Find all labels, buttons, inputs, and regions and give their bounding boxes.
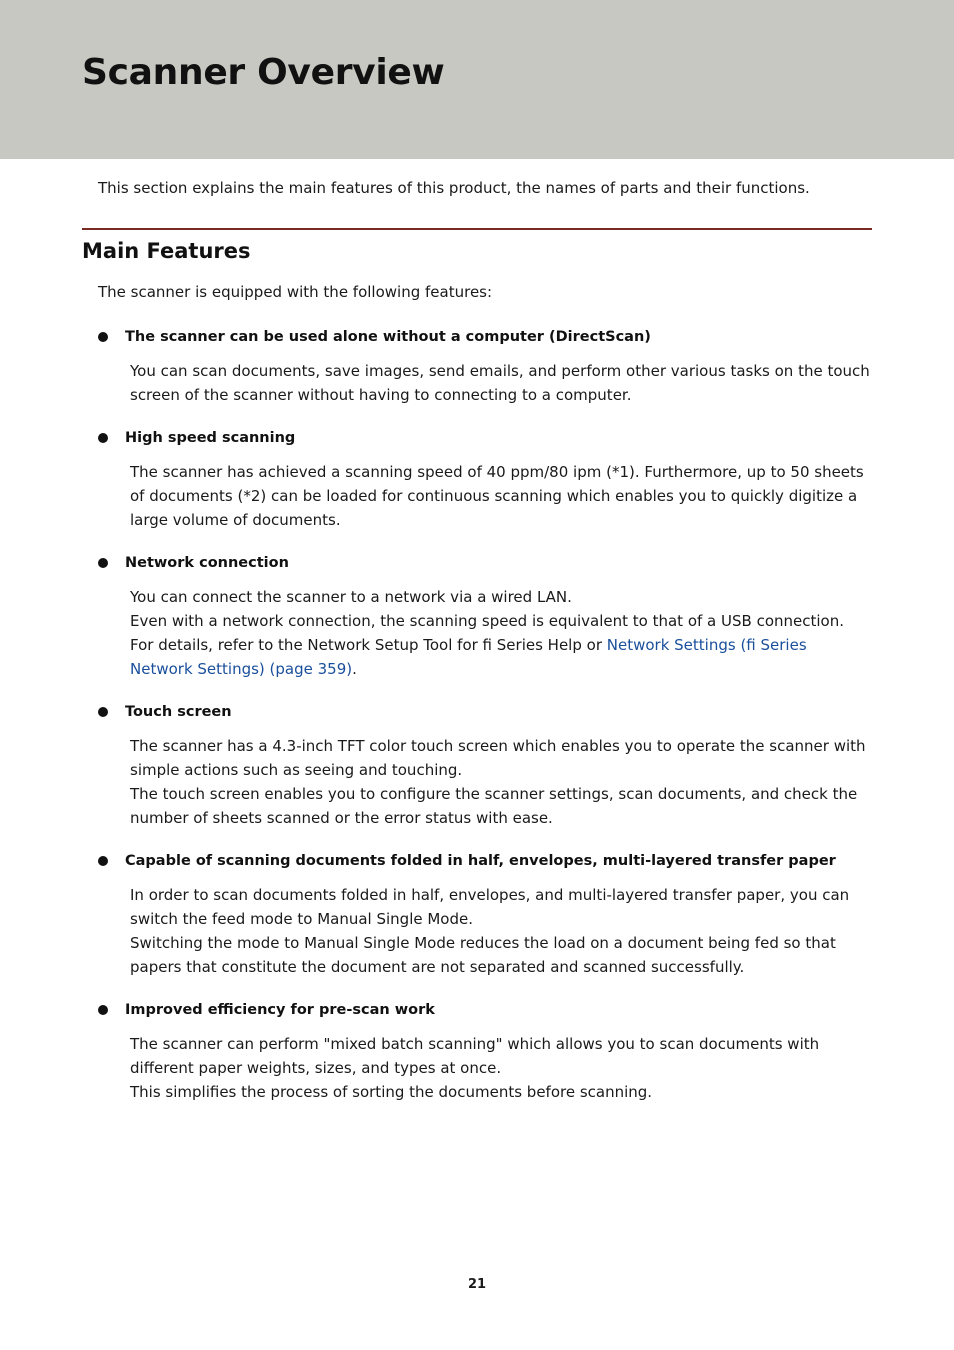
feature-heading (98, 326, 874, 348)
bullet-icon (98, 707, 108, 717)
feature-details (130, 633, 874, 681)
feature-heading (98, 427, 874, 449)
feature-description (130, 359, 874, 407)
feature-text: Even with a network connection, the scanning speed is equivalent to that of a USB connection. (130, 612, 844, 630)
bullet-icon (98, 1005, 108, 1015)
feature-text: Switching the mode to Manual Single Mode reduces the load on a document being fed so that papers that constitute the document are not separated and scanned successfully. (130, 934, 836, 976)
details-prefix: For details, refer to the Network Setup Tool for fi Series Help or (130, 636, 607, 654)
feature-heading (98, 850, 874, 872)
feature-heading (98, 999, 874, 1021)
feature-title: Improved efficiency for pre-scan work (125, 1002, 435, 1018)
feature-text: You can connect the scanner to a network via a wired LAN. (130, 588, 572, 606)
feature-description (130, 883, 874, 979)
network-settings-link[interactable]: Network Settings (fi Series Network Settings) (page 359) (130, 636, 807, 678)
bullet-icon (98, 433, 108, 443)
feature-heading (98, 552, 874, 574)
section-divider (82, 228, 872, 230)
feature-heading (98, 701, 874, 723)
feature-text: The touch screen enables you to configure the scanner settings, scan documents, and check the number of sheets scanned or the error status with ease. (130, 785, 858, 827)
feature-text: The scanner has achieved a scanning speed of 40 ppm/80 ipm (*1). Furthermore, up to 50 sheets of documents (*2) can be loaded for continuous scanning which enables you to quickly digitize a large volume of documents. (130, 463, 864, 529)
feature-description (130, 1032, 874, 1104)
details-suffix: . (352, 660, 357, 678)
feature-text: The scanner has a 4.3-inch TFT color touch screen which enables you to operate the scanner with simple actions such as seeing and touching. (130, 737, 866, 779)
feature-description (130, 734, 874, 830)
feature-list (98, 326, 874, 1124)
feature-text: You can scan documents, save images, send emails, and perform other various tasks on the touch screen of the scanner without having to connecting to a computer. (130, 362, 870, 404)
feature-item-high-speed (98, 427, 874, 532)
feature-text: This simplifies the process of sorting the documents before scanning. (130, 1083, 653, 1101)
bullet-icon (98, 856, 108, 866)
feature-title: High speed scanning (125, 430, 296, 446)
feature-item-folded-documents (98, 850, 874, 979)
feature-item-touch-screen (98, 701, 874, 830)
section-lead: The scanner is equipped with the following features: (98, 283, 493, 301)
intro-text: This section explains the main features of this product, the names of parts and their functions. (98, 179, 810, 197)
feature-title: Network connection (125, 555, 289, 571)
feature-title: The scanner can be used alone without a computer (DirectScan) (125, 329, 651, 345)
feature-description (130, 460, 874, 532)
feature-title: Capable of scanning documents folded in half, envelopes, multi-layered transfer paper (125, 853, 836, 869)
feature-item-directscan (98, 326, 874, 407)
feature-text: The scanner can perform "mixed batch scanning" which allows you to scan documents with different paper weights, sizes, and types at once. (130, 1035, 820, 1077)
section-title: Main Features (82, 239, 251, 263)
feature-text: In order to scan documents folded in half, envelopes, and multi-layered transfer paper, you can switch the feed mode to Manual Single Mode. (130, 886, 850, 928)
page-number: 21 (467, 1277, 487, 1292)
feature-description (130, 585, 874, 681)
bullet-icon (98, 332, 108, 342)
feature-item-pre-scan (98, 999, 874, 1104)
page-title: Scanner Overview (82, 52, 445, 93)
feature-title: Touch screen (125, 704, 232, 720)
bullet-icon (98, 558, 108, 568)
feature-item-network (98, 552, 874, 681)
